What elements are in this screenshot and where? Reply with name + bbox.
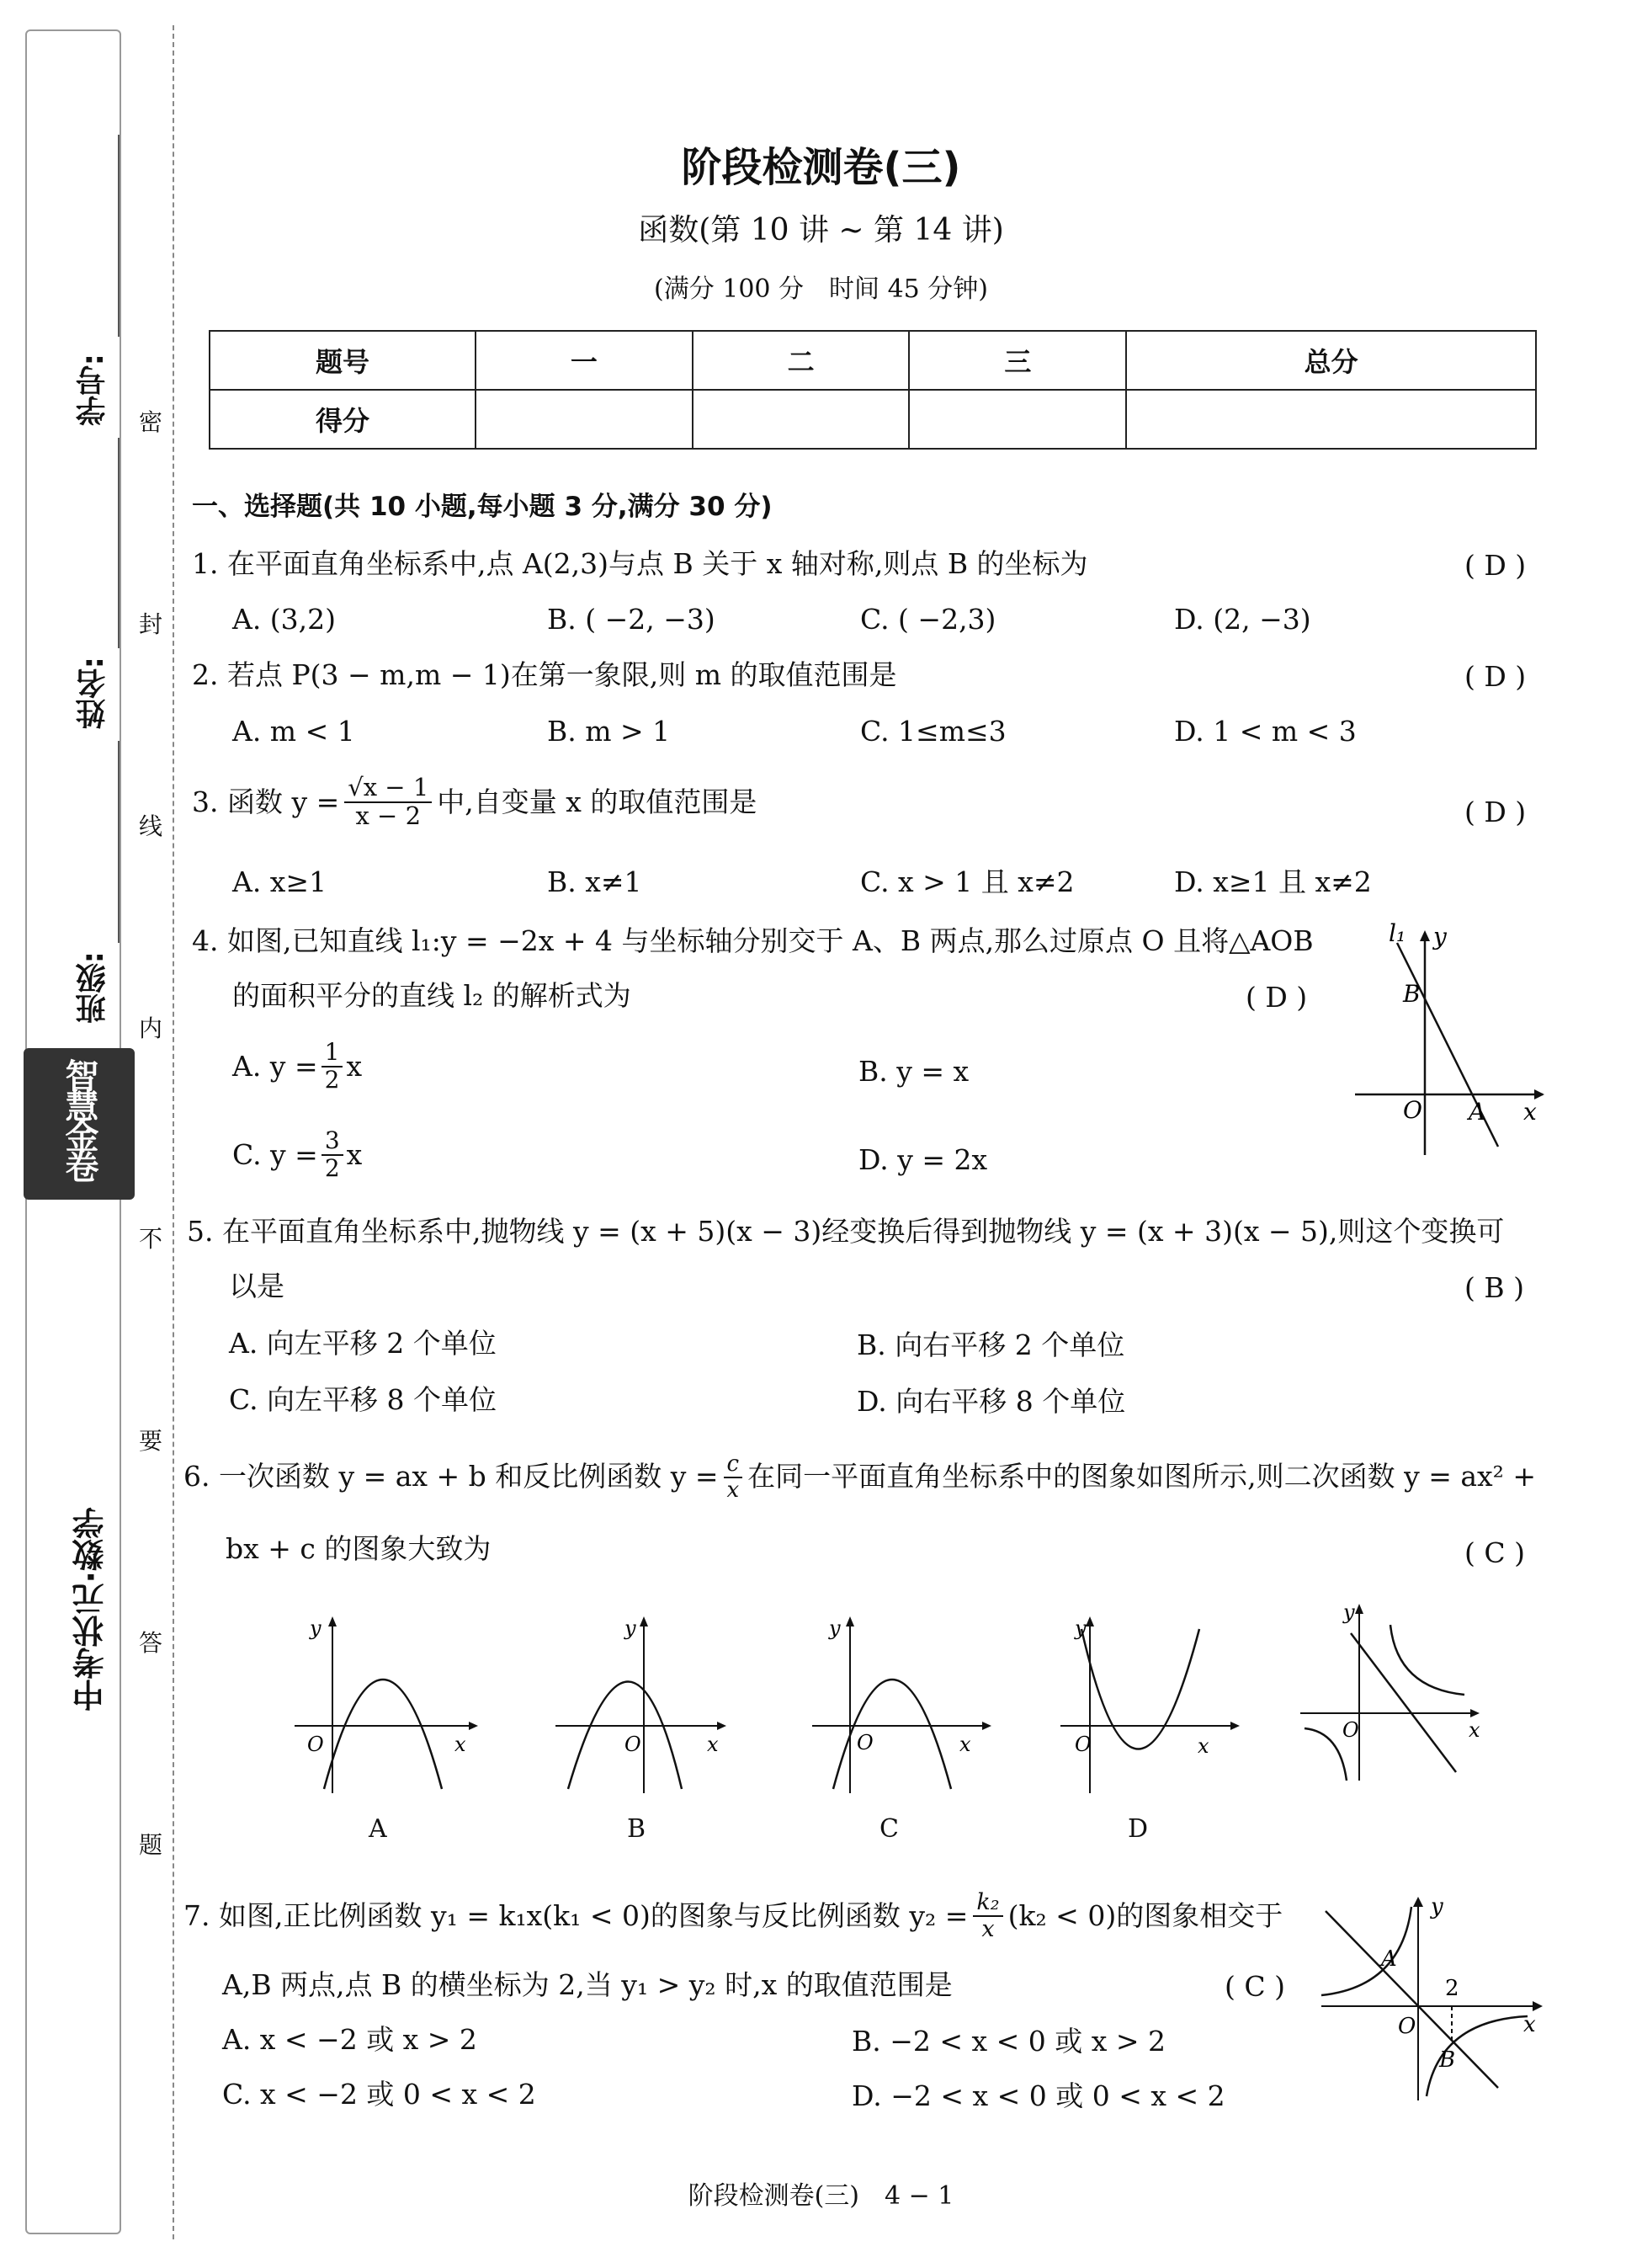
- x-label: x: [1469, 1718, 1480, 1742]
- origin-label: O: [624, 1733, 641, 1756]
- page-footer: 阶段检测卷(三) 4 − 1: [688, 2181, 954, 2211]
- fraction-denominator: 2: [324, 1065, 340, 1094]
- graph-label-a: A: [369, 1814, 387, 1844]
- question-5-answer: ( B ): [1464, 1271, 1524, 1304]
- fraction-numerator: 3: [321, 1128, 343, 1156]
- parabola-curve: [1081, 1629, 1199, 1749]
- y-axis-arrow: [1355, 1604, 1363, 1614]
- x-label: x: [959, 1733, 971, 1756]
- fraction-denominator: x − 2: [355, 801, 422, 830]
- question-4-option-d: D. y = 2x: [858, 1143, 988, 1176]
- question-7-answer: ( C ): [1225, 1970, 1285, 2003]
- y-axis-arrow: [328, 1616, 337, 1626]
- tick-2-label: 2: [1445, 1976, 1459, 2001]
- proportional-line: [1326, 1911, 1498, 2088]
- question-6-stem-post: 在同一平面直角坐标系中的图象如图所示,则二次函数 y = ax² +: [747, 1460, 1537, 1493]
- score-row-label: 得分: [210, 390, 476, 449]
- x-axis-arrow: [1470, 1709, 1480, 1717]
- question-6-fraction: [724, 1452, 743, 1502]
- x-label: x: [454, 1733, 466, 1756]
- seal-char: 密: [139, 408, 163, 436]
- seal-char: 题: [139, 1831, 163, 1859]
- question-5-stem-line2: 以是: [229, 1270, 284, 1302]
- question-3-stem-post: 中,自变量 x 的取值范围是: [437, 785, 757, 818]
- seal-char: 要: [139, 1427, 163, 1455]
- y-axis-arrow: [846, 1616, 854, 1626]
- hyperbola-branch-upper: [1390, 1625, 1464, 1695]
- question-2-option-d: D. 1 < m < 3: [1174, 715, 1357, 748]
- option-fraction: [321, 1128, 343, 1182]
- page-title: 阶段检测卷(三): [681, 144, 961, 191]
- question-6-reference-graph: [1296, 1595, 1498, 1789]
- x-axis-arrow: [717, 1722, 726, 1730]
- question-2-stem: 2. 若点 P(3 − m,m − 1)在第一象限,则 m 的取值范围是: [192, 658, 897, 691]
- graph-label-d: D: [1128, 1814, 1149, 1844]
- question-7-stem-line2: A,B 两点,点 B 的横坐标为 2,当 y₁ > y₂ 时,x 的取值范围是: [222, 1968, 953, 2001]
- hyperbola-branch-lower: [1305, 1728, 1347, 1781]
- graph-option-c: [808, 1608, 1010, 1802]
- series-label: 中考状元·数学: [72, 1507, 109, 1712]
- point-b-label: B: [1403, 980, 1421, 1008]
- question-7-stem-post: (k₂ < 0)的图象相交于: [1007, 1898, 1283, 1932]
- question-3-option-a: A. x≥1: [232, 865, 327, 898]
- class-line: [118, 741, 120, 943]
- question-1-stem: 1. 在平面直角坐标系中,点 A(2,3)与点 B 关于 x 轴对称,则点 B 的坐标为: [192, 547, 1088, 580]
- page-subtitle: 函数(第 10 讲 ~ 第 14 讲): [638, 213, 1004, 248]
- x-label: x: [1523, 2012, 1536, 2037]
- question-3-option-d: D. x≥1 且 x≠2: [1174, 865, 1372, 898]
- question-3-answer: ( D ): [1464, 796, 1527, 828]
- question-3-option-c: C. x > 1 且 x≠2: [860, 865, 1075, 898]
- option-variable: x: [346, 1137, 363, 1171]
- graph-option-a: [286, 1608, 488, 1802]
- brand-badge-text: 智慧金卷: [60, 1058, 99, 1179]
- question-7-option-b: B. −2 < x < 0 或 x > 2: [852, 2025, 1166, 2058]
- question-1-answer: ( D ): [1464, 549, 1527, 582]
- score-table-header-row: [210, 331, 1536, 390]
- origin-label: O: [1403, 1096, 1422, 1124]
- question-5-option-c: C. 向左平移 8 个单位: [229, 1383, 497, 1416]
- question-3-fraction: [344, 775, 432, 830]
- question-6-stem-line2: bx + c 的图象大致为: [226, 1532, 492, 1565]
- question-4-stem: 4. 如图,已知直线 l₁:y = −2x + 4 与坐标轴分别交于 A、B 两点,那么过原点 O 且将△AOB: [192, 924, 1314, 957]
- score-header-cell: 三: [909, 331, 1126, 390]
- question-6-answer: ( C ): [1464, 1536, 1525, 1569]
- question-4-figure: [1351, 918, 1553, 1162]
- question-3-stem: [192, 775, 757, 830]
- student-id-label: 学号:: [76, 354, 110, 427]
- question-1-option-c: C. ( −2,3): [860, 603, 996, 636]
- score-cell[interactable]: [693, 390, 910, 449]
- point-a-label: A: [1469, 1098, 1486, 1126]
- score-table: [209, 330, 1537, 450]
- fraction-denominator: x: [726, 1477, 740, 1503]
- binding-strip: [0, 0, 164, 2268]
- question-4-option-c: [232, 1128, 362, 1182]
- seal-char: 不: [139, 1225, 163, 1253]
- point-a-label: A: [1381, 1946, 1397, 1972]
- fraction-denominator: x: [981, 1915, 995, 1942]
- y-label: y: [829, 1616, 841, 1640]
- fraction-numerator: 1: [321, 1040, 343, 1067]
- x-axis-arrow: [1533, 2001, 1543, 2011]
- question-7-figure: [1317, 1890, 1553, 2109]
- question-2-answer: ( D ): [1464, 660, 1527, 693]
- question-4-option-a: [232, 1040, 362, 1094]
- origin-label: O: [1398, 2014, 1416, 2039]
- fraction-numerator: √x − 1: [344, 775, 432, 803]
- origin-label: O: [307, 1733, 324, 1756]
- question-6-stem: [183, 1452, 1536, 1502]
- exam-info: (满分 100 分 时间 45 分钟): [654, 274, 988, 304]
- seal-char: 内: [139, 1014, 163, 1042]
- x-axis-arrow: [469, 1722, 478, 1730]
- option-fraction: [321, 1040, 343, 1094]
- fraction-numerator: k₂: [973, 1890, 1002, 1917]
- question-2-option-a: A. m < 1: [232, 715, 355, 748]
- y-axis-arrow: [1086, 1616, 1094, 1626]
- brand-badge: [24, 1048, 135, 1200]
- graph-label-b: B: [627, 1814, 646, 1844]
- point-b-label: B: [1439, 2047, 1456, 2073]
- y-label: y: [310, 1616, 321, 1640]
- score-header-cell: 二: [693, 331, 910, 390]
- score-table-row: [210, 390, 1536, 449]
- score-cell[interactable]: [909, 390, 1126, 449]
- y-label: y: [624, 1616, 636, 1640]
- name-line: [118, 438, 120, 648]
- x-axis-arrow: [982, 1722, 991, 1730]
- x-axis-arrow: [1230, 1722, 1240, 1730]
- y-axis-arrow: [1420, 930, 1430, 941]
- option-variable: x: [346, 1049, 363, 1083]
- question-7-stem: [183, 1890, 1283, 1941]
- score-header-cell: 总分: [1126, 331, 1536, 390]
- question-3-option-b: B. x≠1: [547, 865, 642, 898]
- y-label: y: [1343, 1600, 1355, 1624]
- option-text: A. y =: [232, 1049, 318, 1083]
- question-2-option-b: B. m > 1: [547, 715, 671, 748]
- seal-char: 线: [139, 812, 163, 840]
- question-4-option-b: B. y = x: [858, 1055, 970, 1088]
- question-7-option-a: A. x < −2 或 x > 2: [222, 2023, 477, 2056]
- question-1-option-a: A. (3,2): [232, 603, 337, 636]
- question-7-option-d: D. −2 < x < 0 或 0 < x < 2: [852, 2079, 1225, 2112]
- y-label: y: [1075, 1616, 1087, 1640]
- origin-label: O: [1075, 1733, 1092, 1756]
- seal-char: 答: [139, 1629, 163, 1657]
- question-7-fraction: [973, 1890, 1002, 1941]
- question-4-stem-line2: 的面积平分的直线 l₂ 的解析式为: [232, 979, 631, 1012]
- question-4-answer: ( D ): [1246, 981, 1308, 1014]
- question-7-stem-pre: 7. 如图,正比例函数 y₁ = k₁x(k₁ < 0)的图象与反比例函数 y₂ =: [183, 1898, 969, 1932]
- l1-label: l₁: [1389, 919, 1406, 947]
- score-header-cell: 一: [476, 331, 693, 390]
- question-7-option-c: C. x < −2 或 0 < x < 2: [222, 2078, 536, 2111]
- class-label: 班级:: [76, 951, 110, 1025]
- question-3-stem-pre: 3. 函数 y =: [192, 785, 340, 818]
- question-2-option-c: C. 1≤m≤3: [860, 715, 1007, 748]
- question-5-option-b: B. 向右平移 2 个单位: [857, 1328, 1125, 1361]
- name-label: 姓名:: [76, 657, 110, 730]
- score-cell[interactable]: [476, 390, 693, 449]
- score-header-cell: 题号: [210, 331, 476, 390]
- seal-char: 封: [139, 610, 163, 638]
- section-heading: 一、选择题(共 10 小题,每小题 3 分,满分 30 分): [192, 492, 773, 522]
- origin-label: O: [1342, 1718, 1359, 1742]
- option-text: C. y =: [232, 1137, 318, 1171]
- y-axis-arrow: [640, 1616, 648, 1626]
- question-1-option-b: B. ( −2, −3): [547, 603, 715, 636]
- linear-function-line: [1351, 1633, 1456, 1772]
- graph-label-c: C: [879, 1814, 899, 1844]
- y-label: y: [1433, 923, 1447, 950]
- x-label: x: [1198, 1734, 1209, 1758]
- fraction-numerator: c: [724, 1452, 743, 1478]
- graph-option-b: [547, 1608, 749, 1802]
- score-cell[interactable]: [1126, 390, 1536, 449]
- question-5-option-a: A. 向左平移 2 个单位: [229, 1327, 497, 1360]
- y-label: y: [1431, 1894, 1443, 1919]
- question-6-stem-pre: 6. 一次函数 y = ax + b 和反比例函数 y =: [183, 1460, 719, 1493]
- x-label: x: [1523, 1098, 1537, 1126]
- question-1-option-d: D. (2, −3): [1174, 603, 1311, 636]
- question-5-stem: 5. 在平面直角坐标系中,抛物线 y = (x + 5)(x − 3)经变换后得到抛物线 y = (x + 3)(x − 5),则这个变换可: [187, 1215, 1505, 1248]
- fraction-denominator: 2: [324, 1153, 340, 1182]
- question-5-option-d: D. 向右平移 8 个单位: [857, 1385, 1126, 1418]
- dashed-cut-line: [173, 25, 174, 2239]
- origin-label: O: [857, 1731, 874, 1754]
- x-label: x: [707, 1733, 719, 1756]
- parabola-curve: [324, 1680, 442, 1789]
- graph-option-d: [1056, 1608, 1258, 1802]
- y-axis-arrow: [1413, 1897, 1423, 1907]
